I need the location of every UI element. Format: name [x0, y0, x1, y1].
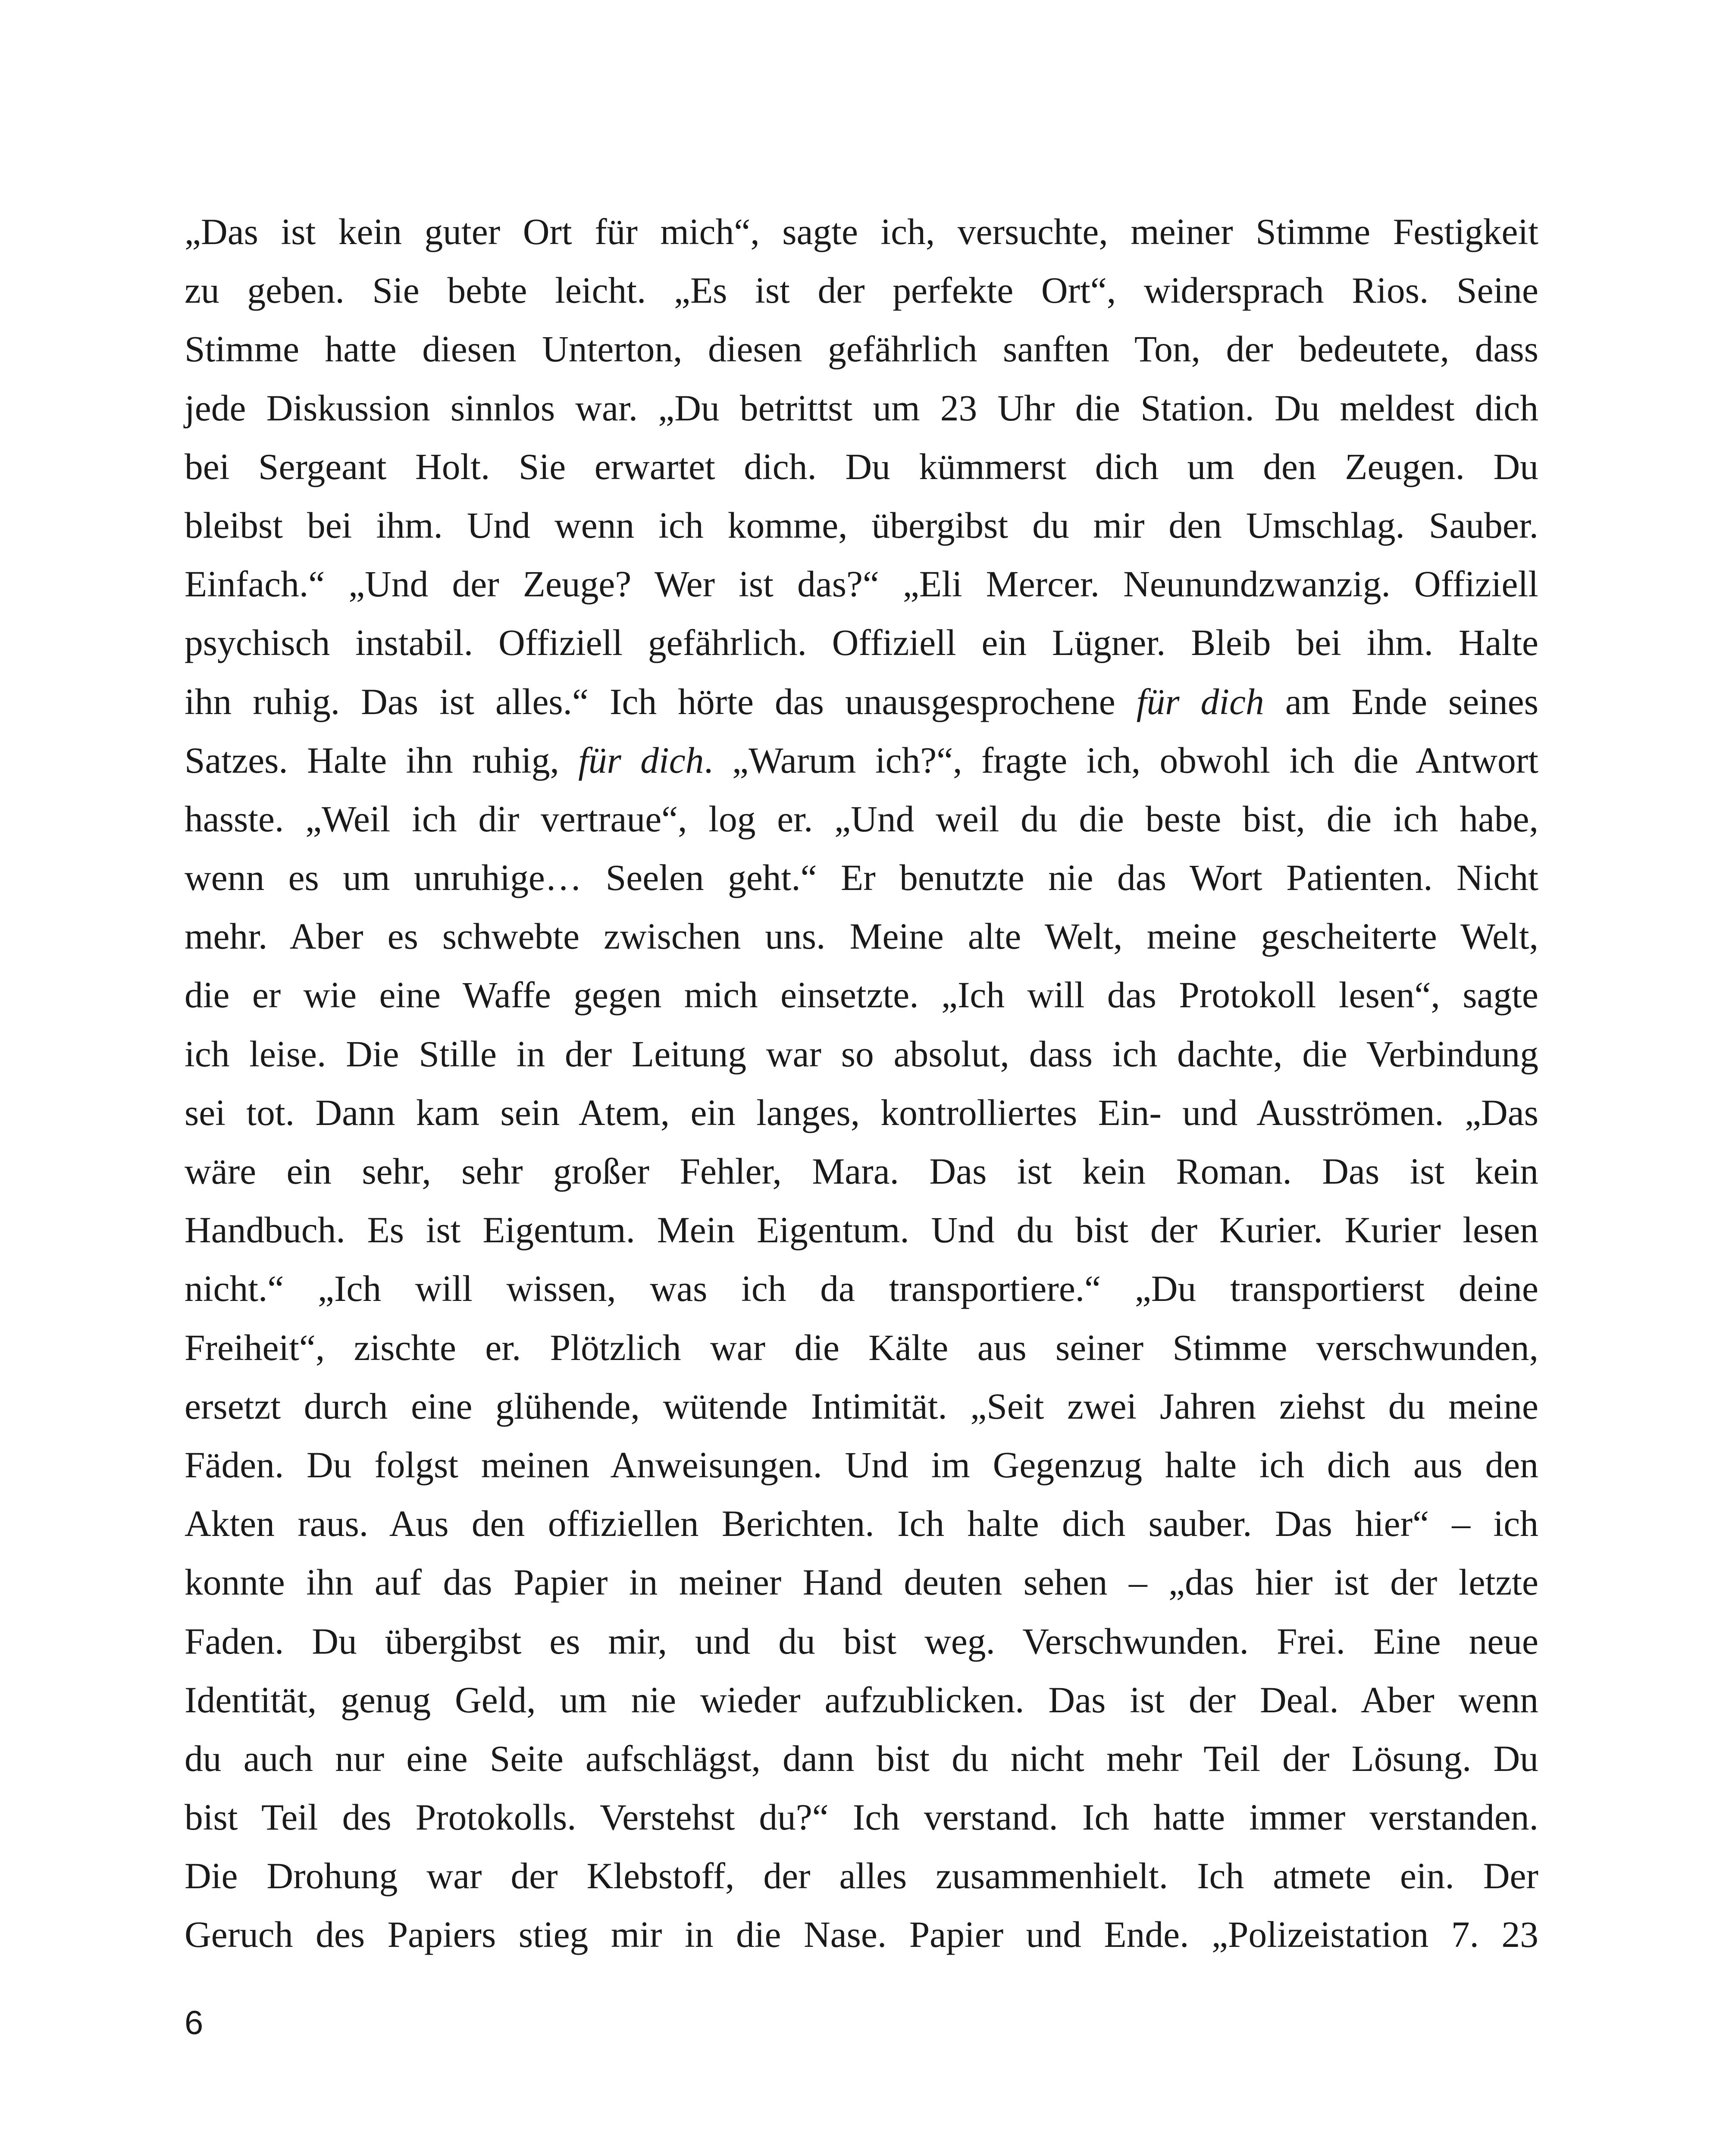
text-line: „Das ist kein guter Ort für mich“, sagte ich, versuchte, meiner Stimme Festigkeit	[185, 212, 1538, 252]
text-line: wenn es um unruhige… Seelen geht.“ Er benutzte nie das Wort Patienten. Nicht	[185, 858, 1538, 899]
text-line: die er wie eine Waffe gegen mich einsetzte. „Ich will das Protokoll lesen“, sagte	[185, 975, 1538, 1016]
text-line: bei Sergeant Holt. Sie erwartet dich. Du kümmerst dich um den Zeugen. Du	[185, 446, 1538, 487]
text-line	[185, 731, 1538, 790]
text-segment: ihn ruhig. Das ist alles.“ Ich hörte das unausgesprochene	[185, 681, 1137, 722]
text-segment: . „Warum ich?“, fragte ich, obwohl ich die Antwort	[704, 740, 1539, 781]
text-line: Faden. Du übergibst es mir, und du bist weg. Verschwunden. Frei. Eine neue	[185, 1621, 1538, 1662]
text-line: Die Drohung war der Klebstoff, der alles zusammenhielt. Ich atmete ein. Der	[185, 1856, 1538, 1897]
text-line: wäre ein sehr, sehr großer Fehler, Mara. Das ist kein Roman. Das ist kein	[185, 1151, 1538, 1192]
text-line: Einfach.“ „Und der Zeuge? Wer ist das?“ „Eli Mercer. Neunundzwanzig. Offiziell	[185, 564, 1538, 605]
italic-phrase: für dich	[1136, 681, 1264, 722]
text-line: jede Diskussion sinnlos war. „Du betrittst um 23 Uhr die Station. Du meldest dich	[185, 388, 1538, 429]
text-line: Handbuch. Es ist Eigentum. Mein Eigentum. Und du bist der Kurier. Kurier lesen	[185, 1210, 1538, 1251]
text-line: Geruch des Papiers stieg mir in die Nase. Papier und Ende. „Polizeistation 7. 23	[185, 1915, 1538, 1955]
text-line: hasste. „Weil ich dir vertraue“, log er. „Und weil du die beste bist, die ich habe,	[185, 799, 1538, 840]
text-line: Identität, genug Geld, um nie wieder aufzublicken. Das ist der Deal. Aber wenn	[185, 1680, 1538, 1720]
text-line: sei tot. Dann kam sein Atem, ein langes, kontrolliertes Ein- und Ausströmen. „Das	[185, 1092, 1538, 1133]
page-number: 6	[185, 2003, 204, 2041]
text-line: du auch nur eine Seite aufschlägst, dann bist du nicht mehr Teil der Lösung. Du	[185, 1738, 1538, 1779]
text-line: psychisch instabil. Offiziell gefährlich. Offiziell ein Lügner. Bleib bei ihm. Halte	[185, 623, 1538, 664]
text-line: ich leise. Die Stille in der Leitung war so absolut, dass ich dachte, die Verbindung	[185, 1034, 1538, 1075]
text-line: Stimme hatte diesen Unterton, diesen gefährlich sanften Ton, der bedeutete, dass	[185, 329, 1538, 370]
text-segment: Satzes. Halte ihn ruhig,	[185, 740, 579, 781]
text-line: ersetzt durch eine glühende, wütende Intimität. „Seit zwei Jahren ziehst du meine	[185, 1386, 1538, 1427]
text-segment: am Ende seines	[1264, 681, 1538, 722]
text-line: nicht.“ „Ich will wissen, was ich da transportiere.“ „Du transportierst deine	[185, 1269, 1538, 1310]
text-line: bleibst bei ihm. Und wenn ich komme, übergibst du mir den Umschlag. Sauber.	[185, 505, 1538, 546]
text-line: Freiheit“, zischte er. Plötzlich war die Kälte aus seiner Stimme verschwunden,	[185, 1327, 1538, 1368]
text-line: bist Teil des Protokolls. Verstehst du?“ Ich verstand. Ich hatte immer verstanden.	[185, 1797, 1538, 1838]
body-text	[185, 203, 1538, 1965]
text-line: Fäden. Du folgst meinen Anweisungen. Und im Gegenzug halte ich dich aus den	[185, 1445, 1538, 1485]
text-line: Akten raus. Aus den offiziellen Berichten. Ich halte dich sauber. Das hier“ – ich	[185, 1504, 1538, 1545]
text-line: zu geben. Sie bebte leicht. „Es ist der perfekte Ort“, widersprach Rios. Seine	[185, 270, 1538, 311]
text-line	[185, 673, 1538, 731]
italic-phrase: für dich	[578, 740, 704, 781]
text-line: konnte ihn auf das Papier in meiner Hand deuten sehen – „das hier ist der letzte	[185, 1562, 1538, 1603]
text-line: mehr. Aber es schwebte zwischen uns. Meine alte Welt, meine gescheiterte Welt,	[185, 916, 1538, 957]
